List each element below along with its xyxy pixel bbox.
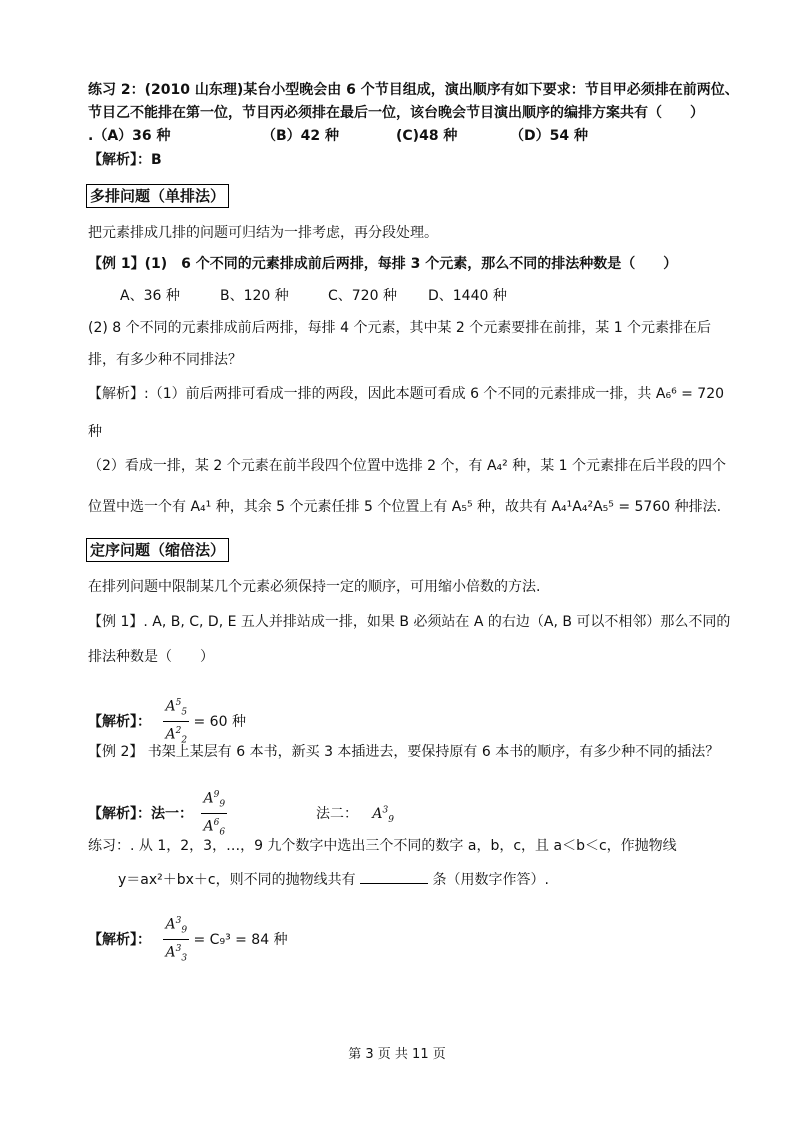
section2-example1-line1: 【例 1】. A, B, C, D, E 五人并排站成一排，如果 B 必须站在 A 的右边（A, B 可以不相邻）那么不同的 (88, 614, 731, 630)
solution-label: 【解析】：法一： (88, 805, 193, 822)
fraction-a99-over-a66: $\frac{A^9_9}{A^6_6}$ (201, 786, 227, 842)
example1-option-a: A、36 种 (120, 288, 180, 304)
solution-value: = C₉³ = 84 种 (193, 931, 288, 948)
section2-practice-line2 (118, 869, 549, 890)
section1-intro: 把元素排成几排的问题可归结为一排考虑，再分段处理。 (88, 225, 438, 241)
practice2-answer: 【解析】：B (88, 152, 162, 168)
page-footer: 第 3 页 共 11 页 (348, 1047, 446, 1062)
practice2-option-b: （B）42 种 (262, 128, 340, 144)
section-title-fixed-order: 定序问题（缩倍法） (86, 538, 229, 562)
example1-question1: 【例 1】(1) 6 个不同的元素排成前后两排，每排 3 个元素，那么不同的排法种数是（ ） (88, 256, 678, 272)
section2-example2: 【例 2】 书架上某层有 6 本书，新买 3 本插进去，要保持原有 6 本书的顺序，有多少种不同的插法？ (88, 744, 720, 760)
practice2-option-d: （D）54 种 (510, 128, 588, 144)
fraction-a93-over-a33: $\frac{A^3_9}{A^3_3}$ (163, 912, 189, 968)
practice2-line1: 练习 2：(2010 山东理)某台小型晚会由 6 个节目组成，演出顺序有如下要求：节目甲必须排在前两位、 (88, 82, 739, 98)
section-title-multi-row: 多排问题（单排法） (86, 184, 229, 208)
example1-question2-line1: (2) 8 个不同的元素排成前后两排，每排 4 个元素，其中某 2 个元素要排在前排，某 1 个元素排在后 (88, 320, 712, 336)
section2-example2-solution (88, 786, 394, 842)
solution-label: 【解析】： (88, 931, 151, 948)
section2-intro: 在排列问题中限制某几个元素必须保持一定的顺序，可用缩小倍数的方法. (88, 579, 541, 595)
practice2-option-a: .（A）36 种 (88, 128, 171, 144)
section2-practice-solution (88, 912, 288, 968)
practice-text-a: y＝ax²＋bx＋c，则不同的抛物线共有 (118, 872, 356, 888)
section2-practice-line1: 练习：. 从 1，2，3，…，9 九个数字中选出三个不同的数字 a，b，c，且 a＜b＜c，作抛物线 (88, 838, 677, 854)
practice2-option-c: (C)48 种 (396, 128, 458, 144)
solution1-line1: 【解析】:（1）前后两排可看成一排的两段，因此本题可看成 6 个不同的元素排成一排，共 A₆⁶ = 720 (88, 386, 725, 402)
example1-option-b: B、120 种 (220, 288, 289, 304)
solution-value: = 60 种 (193, 713, 246, 730)
example1-question2-line2: 排，有多少种不同排法？ (88, 352, 242, 368)
section2-example1-line2: 排法种数是（ ） (88, 649, 214, 665)
practice-text-b: 条（用数字作答）. (432, 872, 549, 888)
solution1-line4: 位置中选一个有 A₄¹ 种，其余 5 个元素任排 5 个位置上有 A₅⁵ 种，故共有 A₄¹A₄²A₅⁵ = 5760 种排法. (88, 499, 722, 515)
answer-blank[interactable] (360, 869, 428, 884)
example1-option-d: D、1440 种 (428, 288, 507, 304)
fraction-a55-over-a22: $\frac{A^5_5}{A^2_2}$ (163, 694, 189, 750)
example1-option-c: C、720 种 (328, 288, 397, 304)
practice2-line2: 节目乙不能排在第一位，节目丙必须排在最后一位，该台晚会节目演出顺序的编排方案共有（ ） (88, 105, 704, 121)
solution-label: 【解析】： (88, 713, 151, 730)
formula-a93: $A^3_9$ (372, 805, 394, 825)
solution1-line3: （2）看成一排，某 2 个元素在前半段四个位置中选排 2 个，有 A₄² 种，某 1 个元素排在后半段的四个 (88, 458, 727, 474)
method-two-label: 法二： (315, 805, 358, 822)
solution1-line2: 种 (88, 424, 102, 440)
